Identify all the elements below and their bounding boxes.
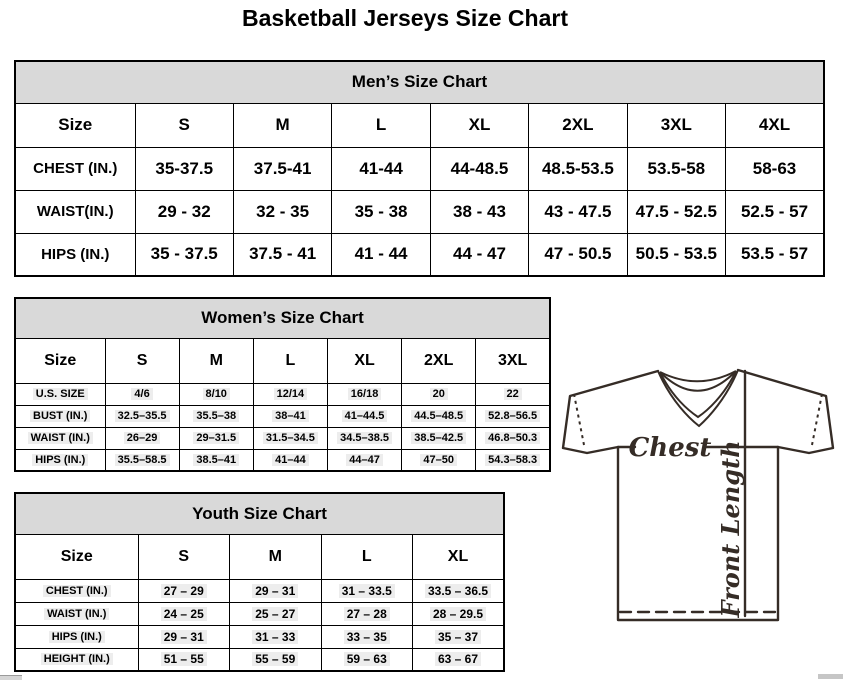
page-title: Basketball Jerseys Size Chart — [241, 5, 568, 31]
size-value-cell: 35 - 38 — [332, 190, 430, 233]
size-corner-header: Size — [15, 338, 105, 383]
size-value-cell: 53.5-58 — [627, 147, 725, 190]
size-value: 35.5–58.5 — [115, 454, 170, 466]
table-row — [15, 427, 550, 449]
scrollbar-fragment-left[interactable] — [0, 675, 22, 680]
size-value-cell: 50.5 - 53.5 — [627, 233, 725, 276]
size-value-cell — [402, 383, 476, 405]
size-value-cell — [138, 648, 230, 671]
table-row — [15, 405, 550, 427]
size-value: 44.5–48.5 — [411, 410, 466, 422]
size-corner-header: Size — [15, 534, 138, 579]
row-header — [15, 449, 105, 471]
table-row — [15, 190, 824, 233]
size-value-cell — [413, 602, 505, 625]
size-value-cell — [402, 449, 476, 471]
size-value-cell — [321, 579, 413, 602]
womens-size-chart-table — [14, 297, 551, 472]
row-header — [15, 405, 105, 427]
column-header: S — [135, 103, 233, 147]
row-header-label: WAIST (IN.) — [44, 608, 109, 620]
column-header: 2XL — [529, 103, 627, 147]
size-value: 16/18 — [348, 388, 382, 400]
womens-table-title: Women’s Size Chart — [15, 298, 550, 338]
size-value-cell: 41-44 — [332, 147, 430, 190]
size-value: 47–50 — [420, 454, 457, 466]
size-value: 55 – 59 — [252, 652, 298, 666]
row-header-label: CHEST (IN.) — [43, 585, 111, 597]
table-row — [15, 61, 824, 103]
size-value-cell: 43 - 47.5 — [529, 190, 627, 233]
size-value: 51 – 55 — [161, 652, 207, 666]
size-value-cell — [476, 449, 550, 471]
size-value-cell: 41 - 44 — [332, 233, 430, 276]
row-header — [15, 383, 105, 405]
size-value: 32.5–35.5 — [115, 410, 170, 422]
size-value-cell — [413, 648, 505, 671]
column-header: 3XL — [627, 103, 725, 147]
size-value: 12/14 — [274, 388, 308, 400]
row-header — [15, 579, 138, 602]
column-header: L — [332, 103, 430, 147]
front-length-label: Front Length — [716, 440, 745, 618]
size-value: 25 – 27 — [252, 607, 298, 621]
row-header-label: BUST (IN.) — [30, 410, 90, 422]
size-value: 35.5–38 — [193, 410, 239, 422]
size-value: 44–47 — [346, 454, 383, 466]
table-row — [15, 338, 550, 383]
table-row — [15, 602, 504, 625]
size-value-cell — [327, 383, 401, 405]
size-value: 24 – 25 — [161, 607, 207, 621]
row-header — [15, 625, 138, 648]
size-value-cell: 52.5 - 57 — [726, 190, 824, 233]
size-value-cell: 38 - 43 — [430, 190, 528, 233]
size-value-cell — [253, 405, 327, 427]
size-value-cell: 35-37.5 — [135, 147, 233, 190]
size-value: 54.3–58.3 — [485, 454, 540, 466]
size-value-cell — [476, 383, 550, 405]
size-value: 41–44.5 — [342, 410, 388, 422]
size-value-cell: 35 - 37.5 — [135, 233, 233, 276]
size-value: 29 – 31 — [161, 630, 207, 644]
table-row — [15, 147, 824, 190]
size-value: 31.5–34.5 — [263, 432, 318, 444]
size-value-cell: 47 - 50.5 — [529, 233, 627, 276]
size-value-cell — [138, 602, 230, 625]
size-value-cell — [105, 427, 179, 449]
size-value-cell: 58-63 — [726, 147, 824, 190]
size-value: 4/6 — [131, 388, 152, 400]
row-header-label: HIPS (IN.) — [49, 631, 105, 643]
size-value-cell — [105, 383, 179, 405]
column-header: 2XL — [402, 338, 476, 383]
size-value: 26–29 — [124, 432, 161, 444]
size-value-cell: 37.5-41 — [233, 147, 331, 190]
size-value-cell — [413, 579, 505, 602]
table-row — [15, 103, 824, 147]
size-value: 38.5–42.5 — [411, 432, 466, 444]
size-value-cell — [327, 449, 401, 471]
column-header: XL — [413, 534, 505, 579]
column-header: XL — [327, 338, 401, 383]
column-header: 3XL — [476, 338, 550, 383]
size-value: 34.5–38.5 — [337, 432, 392, 444]
size-value: 27 – 29 — [161, 584, 207, 598]
row-header — [15, 648, 138, 671]
size-value: 20 — [430, 388, 448, 400]
scrollbar-fragment-right[interactable] — [818, 674, 843, 679]
size-value: 33.5 – 36.5 — [425, 584, 491, 598]
chest-label: Chest — [628, 433, 712, 463]
size-value-cell — [253, 427, 327, 449]
table-row — [15, 534, 504, 579]
row-header-label: U.S. SIZE — [33, 388, 88, 400]
row-header: HIPS (IN.) — [15, 233, 135, 276]
size-value-cell — [230, 625, 322, 648]
column-header: 4XL — [726, 103, 824, 147]
size-value: 38–41 — [272, 410, 309, 422]
column-header: M — [230, 534, 322, 579]
table-row — [15, 625, 504, 648]
size-value: 31 – 33 — [252, 630, 298, 644]
size-value-cell: 53.5 - 57 — [726, 233, 824, 276]
size-value-cell — [413, 625, 505, 648]
size-value-cell: 37.5 - 41 — [233, 233, 331, 276]
size-value-cell — [321, 602, 413, 625]
size-corner-header: Size — [15, 103, 135, 147]
column-header: L — [321, 534, 413, 579]
row-header-label: HEIGHT (IN.) — [41, 653, 113, 665]
size-value-cell — [476, 405, 550, 427]
youth-size-chart-table — [14, 492, 505, 672]
table-row — [15, 383, 550, 405]
size-value-cell — [105, 449, 179, 471]
size-value: 31 – 33.5 — [339, 584, 395, 598]
table-row — [15, 493, 504, 534]
size-value-cell — [179, 449, 253, 471]
size-value-cell — [321, 625, 413, 648]
size-value-cell — [327, 405, 401, 427]
size-value-cell — [321, 648, 413, 671]
left-sleeve-stitch-line — [574, 394, 584, 445]
row-header — [15, 602, 138, 625]
column-header: XL — [430, 103, 528, 147]
row-header: CHEST (IN.) — [15, 147, 135, 190]
size-value: 28 – 29.5 — [430, 607, 486, 621]
size-value: 41–44 — [272, 454, 309, 466]
size-value-cell — [253, 383, 327, 405]
size-value-cell — [179, 427, 253, 449]
size-value: 29–31.5 — [193, 432, 239, 444]
table-row — [15, 449, 550, 471]
jersey-measurement-diagram — [558, 363, 843, 625]
mens-size-chart-table — [14, 60, 825, 277]
youth-table-title: Youth Size Chart — [15, 493, 504, 534]
size-value-cell — [253, 449, 327, 471]
size-value-cell: 29 - 32 — [135, 190, 233, 233]
size-value: 22 — [504, 388, 522, 400]
size-value-cell — [476, 427, 550, 449]
size-value: 52.8–56.5 — [485, 410, 540, 422]
size-value: 33 – 35 — [344, 630, 390, 644]
size-value: 29 – 31 — [252, 584, 298, 598]
size-value-cell: 32 - 35 — [233, 190, 331, 233]
size-value-cell — [179, 405, 253, 427]
row-header-label: HIPS (IN.) — [32, 454, 88, 466]
column-header: M — [233, 103, 331, 147]
table-row — [15, 298, 550, 338]
size-value-cell: 47.5 - 52.5 — [627, 190, 725, 233]
size-value-cell: 48.5-53.5 — [529, 147, 627, 190]
size-value-cell — [230, 602, 322, 625]
size-value: 38.5–41 — [193, 454, 239, 466]
size-value-cell: 44-48.5 — [430, 147, 528, 190]
size-value-cell — [402, 427, 476, 449]
mens-table-title: Men’s Size Chart — [15, 61, 824, 103]
size-value: 59 – 63 — [344, 652, 390, 666]
size-value-cell — [179, 383, 253, 405]
size-value: 27 – 28 — [344, 607, 390, 621]
column-header: S — [105, 338, 179, 383]
size-value-cell — [138, 625, 230, 648]
jersey-outline — [563, 370, 833, 620]
column-header: S — [138, 534, 230, 579]
row-header-label: WAIST (IN.) — [28, 432, 93, 444]
size-value: 8/10 — [203, 388, 230, 400]
size-value: 46.8–50.3 — [485, 432, 540, 444]
table-row — [15, 233, 824, 276]
size-value: 63 – 67 — [435, 652, 481, 666]
table-row — [15, 648, 504, 671]
row-header: WAIST(IN.) — [15, 190, 135, 233]
right-sleeve-stitch-line — [812, 394, 822, 445]
size-value-cell — [327, 427, 401, 449]
table-row — [15, 579, 504, 602]
size-value-cell — [230, 648, 322, 671]
size-value-cell — [402, 405, 476, 427]
size-value: 35 – 37 — [435, 630, 481, 644]
size-value-cell — [230, 579, 322, 602]
size-value-cell: 44 - 47 — [430, 233, 528, 276]
column-header: L — [253, 338, 327, 383]
size-value-cell — [105, 405, 179, 427]
column-header: M — [179, 338, 253, 383]
row-header — [15, 427, 105, 449]
size-value-cell — [138, 579, 230, 602]
